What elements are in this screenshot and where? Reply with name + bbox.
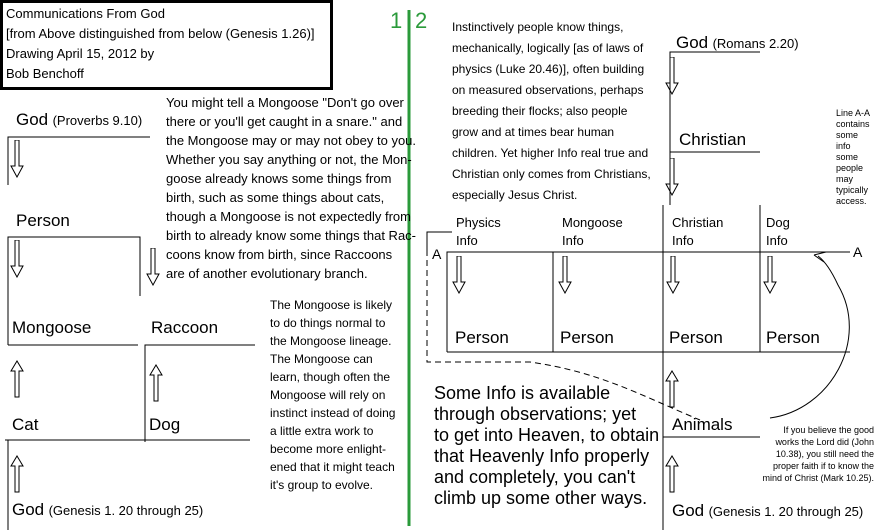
right-god-top-ref: (Romans 2.20) xyxy=(712,36,799,51)
line-aa-note: Line A-A contains some info some people may typically access. xyxy=(836,108,871,206)
heavenly-info-text: Some Info is available through observations; yet to get into Heaven, to obtain that Heavenly Info properly and completely, you can't climb up some other ways. xyxy=(434,383,660,508)
arrow-col2 xyxy=(559,256,571,293)
header-text xyxy=(6,4,315,84)
a-right-label: A xyxy=(853,244,863,260)
left-god-bottom: God (Genesis 1. 20 through 25) xyxy=(12,500,204,519)
col-header-physics: Physics Info xyxy=(456,215,501,248)
left-dog: Dog xyxy=(149,415,181,434)
arrow-col3 xyxy=(667,256,679,293)
arrow-god-to-animals xyxy=(666,456,678,492)
right-god-top: God (Romans 2.20) xyxy=(676,33,799,52)
arrow-god-to-person xyxy=(11,140,23,177)
header-line: Bob Benchoff xyxy=(6,66,84,81)
col-person-physics: Person xyxy=(455,328,509,347)
col-person-dog: Person xyxy=(766,328,820,347)
arrow-col1 xyxy=(453,256,465,293)
col-header-dog: Dog Info xyxy=(766,215,790,248)
left-god-top-ref: (Proverbs 9.10) xyxy=(52,113,143,128)
left-mongoose: Mongoose xyxy=(12,318,92,337)
col-header-mongoose: Mongoose Info xyxy=(562,215,623,248)
arrow-person-to-mongoose xyxy=(11,240,23,277)
left-raccoon: Raccoon xyxy=(151,318,219,337)
arrow-christian-down xyxy=(666,158,678,195)
left-person: Person xyxy=(16,211,70,230)
panel-number-right: 2 xyxy=(415,8,428,33)
header-line: Drawing April 15, 2012 by xyxy=(6,46,155,61)
arrow-person-to-raccoon xyxy=(147,248,159,285)
arrow-dog-to-raccoon xyxy=(150,365,162,401)
arrow-god-to-cat xyxy=(11,456,23,492)
header-line: [from Above distinguished from below (Genesis 1.26)] xyxy=(6,26,315,41)
header-line: Communications From God xyxy=(6,6,165,21)
panel-number-left: 1 xyxy=(390,8,403,33)
arrow-col4 xyxy=(764,256,776,293)
right-christian: Christian xyxy=(679,130,747,149)
right-god-bottom-ref: (Genesis 1. 20 through 25) xyxy=(708,504,864,519)
arrow-cat-to-mongoose xyxy=(11,361,23,397)
mongoose-lineage-paragraph: The Mongoose is likely to do things normal to the Mongoose lineage. The Mongoose can learn, though often the Mongoose will rely on instinct instead of doing a little extra work to become more enlight- ened that it might teach it's group to evolve. xyxy=(270,298,396,492)
col-person-christian: Person xyxy=(669,328,723,347)
right-god-bottom: God (Genesis 1. 20 through 25) xyxy=(672,501,864,520)
left-god-top: God (Proverbs 9.10) xyxy=(16,110,143,129)
faith-note: If you believe the good works the Lord did (John 10.38), you still need the proper faith if to know the mind of Christ (Mark 10.25). xyxy=(762,425,874,483)
instinct-paragraph: Instinctively people know things, mechanically, logically [as of laws of physics (Luke 20.46)], often building on measured observations, perhaps breeding their flocks; also people grow and at times bear human children. Yet higher Info real true and Christian only comes from Christians, especially Jesus Christ. xyxy=(452,20,651,202)
col-person-mongoose: Person xyxy=(560,328,614,347)
right-animals: Animals xyxy=(672,415,733,434)
mongoose-paragraph: You might tell a Mongoose "Don't go over there or you'll get caught in a snare." and the Mongoose may or may not obey to you. Whether you say anything or not, the Mon- goose already knows some things from birth, such as some things about cats, though a Mongoose is not expectedly from birth to already know some things that Rac- coons know from birth, since Raccoons are of another evolutionary branch. xyxy=(166,95,417,281)
left-cat: Cat xyxy=(12,415,39,434)
a-left-label: A xyxy=(432,246,442,262)
arrow-god-to-christian xyxy=(666,57,678,94)
col-header-christian: Christian Info xyxy=(672,215,724,248)
arrow-animals-up xyxy=(666,371,678,407)
left-god-bottom-ref: (Genesis 1. 20 through 25) xyxy=(48,503,204,518)
